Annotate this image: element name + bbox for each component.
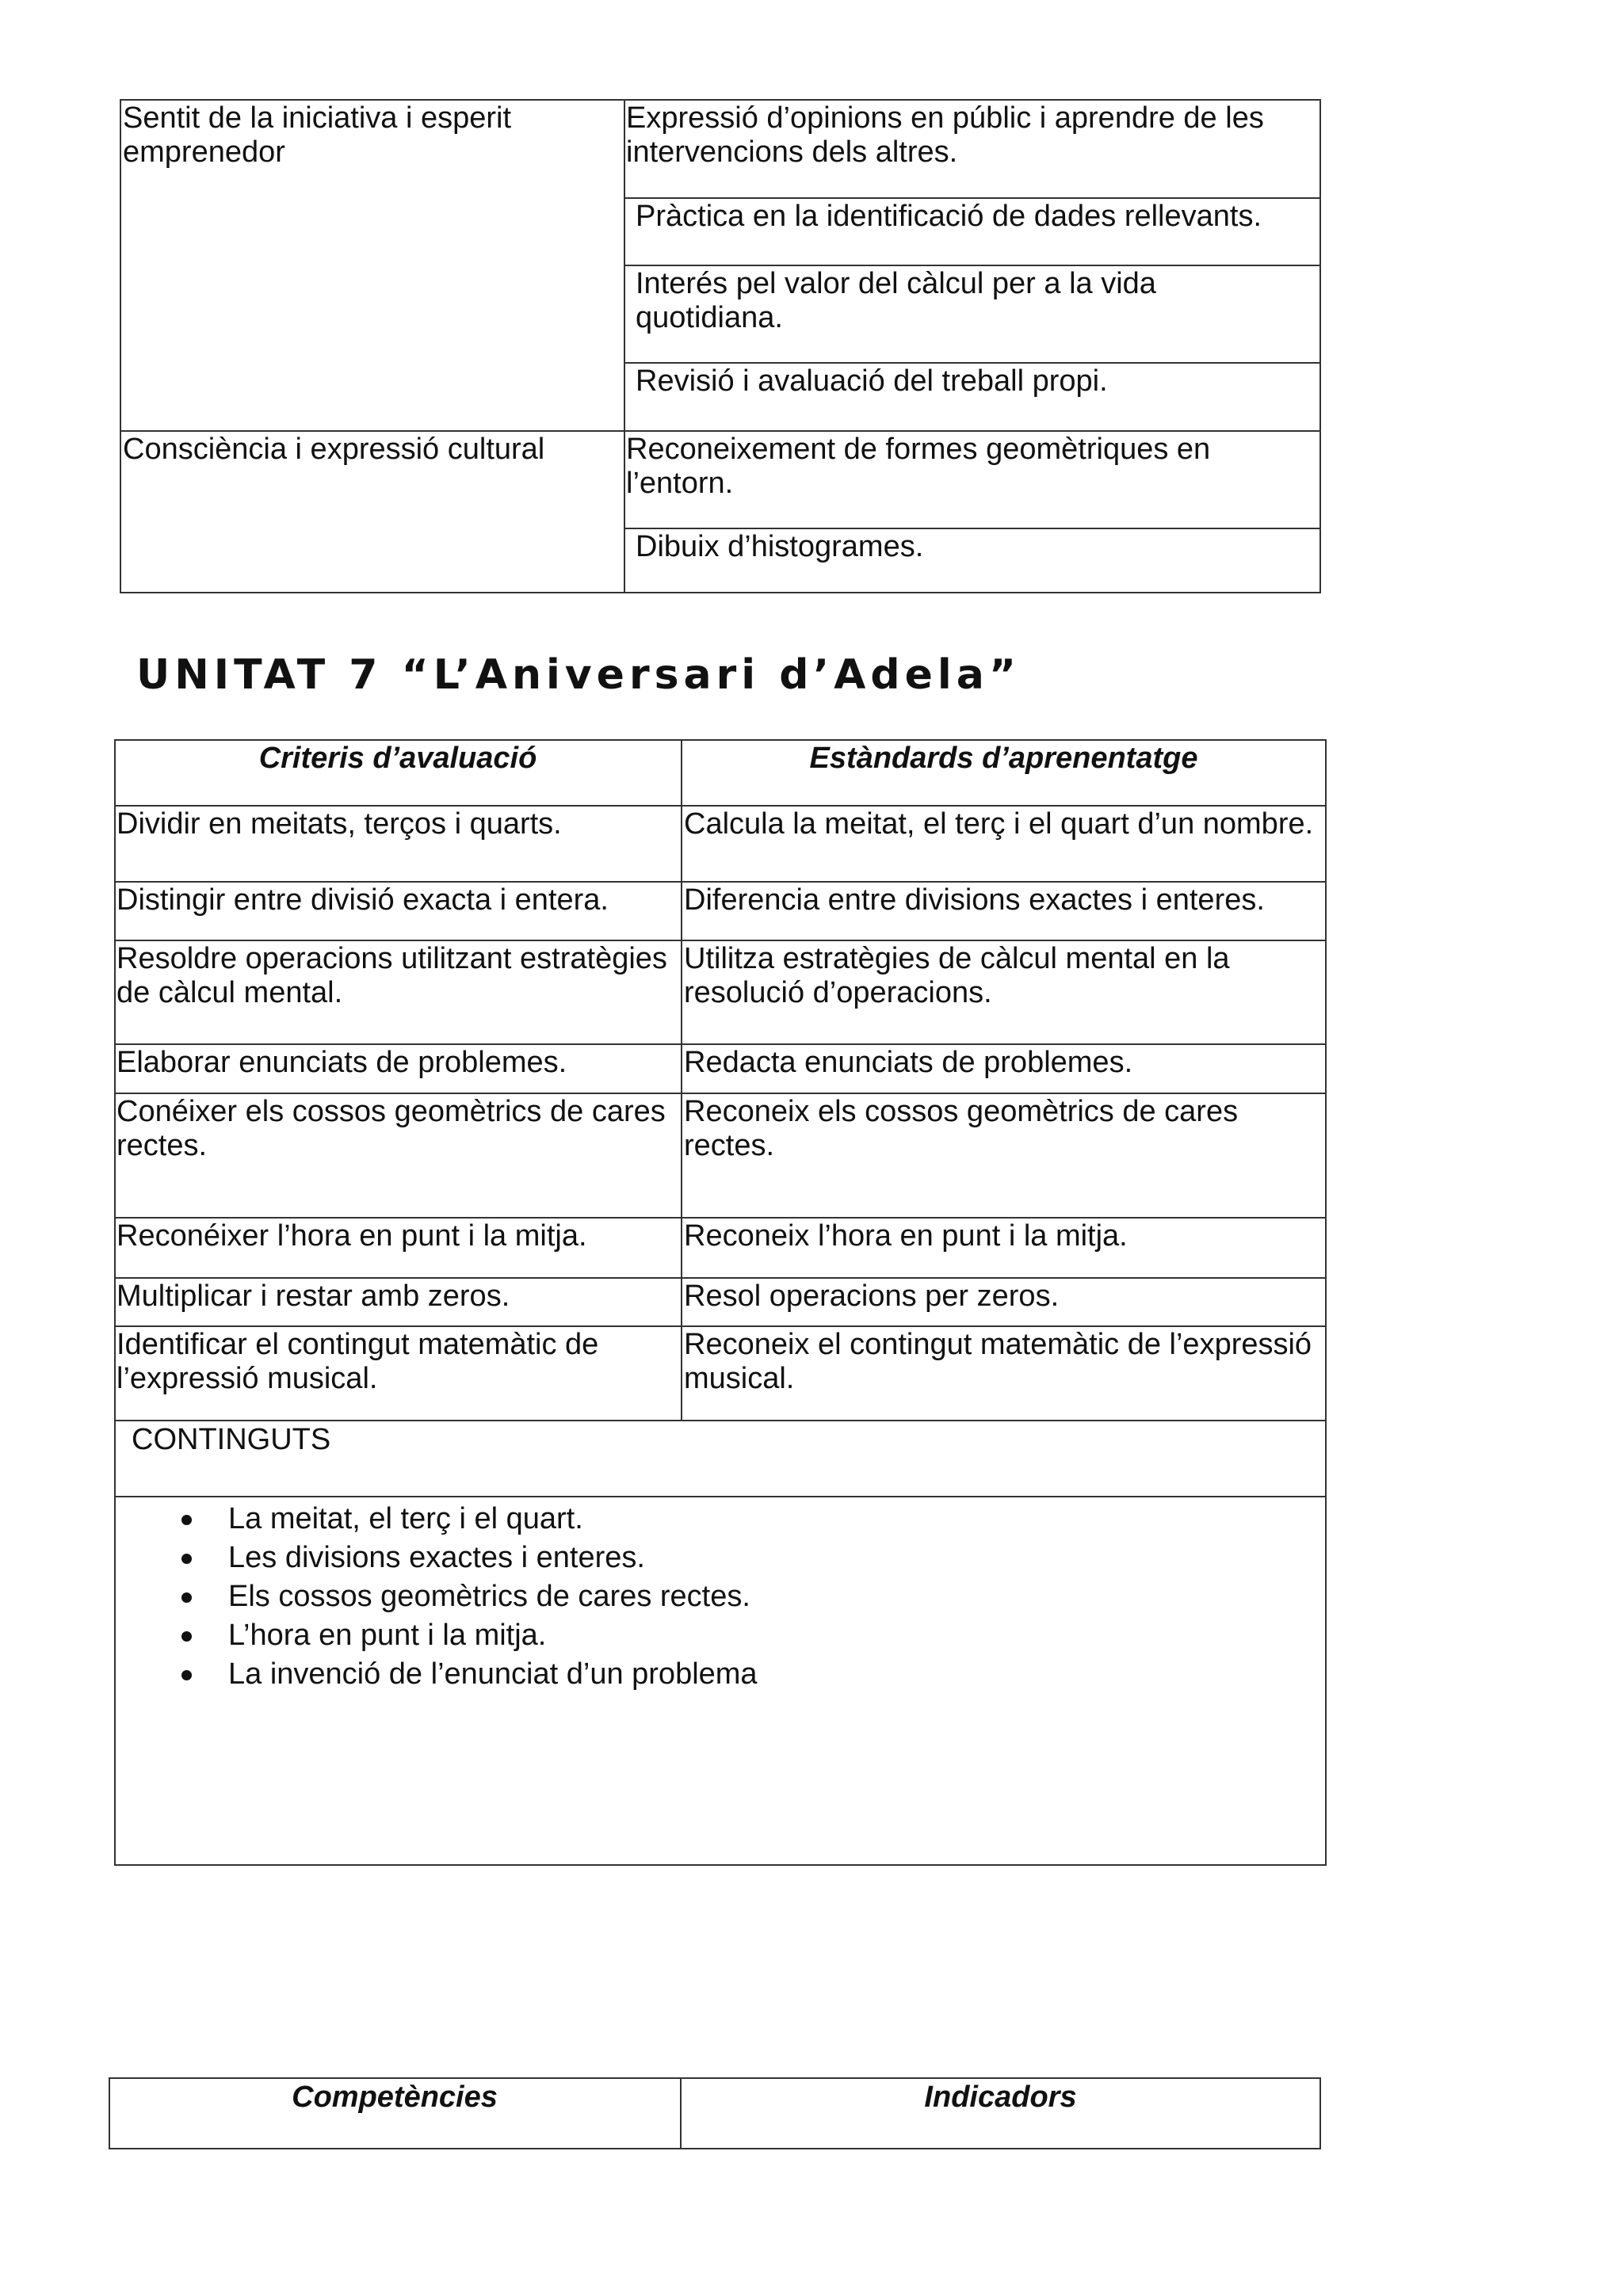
standard-cell: Reconeix l’hora en punt i la mitja. <box>684 1219 1128 1253</box>
criteria-cell: Reconéixer l’hora en punt i la mitja. <box>116 1219 587 1253</box>
list-item: L’hora en punt i la mitja. <box>176 1616 1285 1655</box>
bullet-icon <box>181 1554 192 1564</box>
list-item: Els cossos geomètrics de cares rectes. <box>176 1577 1285 1616</box>
standard-cell: Utilitza estratègies de càlcul mental en la resolució d’operacions. <box>684 942 1230 1009</box>
criteria-cell: Elaborar enunciats de problemes. <box>116 1046 567 1079</box>
competences-header: Competències <box>292 2081 498 2114</box>
bullet-icon <box>181 1592 192 1603</box>
criteria-cell: Dividir en meitats, terços i quarts. <box>116 807 562 841</box>
standards-header: Estàndards d’aprenentatge <box>809 742 1198 775</box>
indicator-cell: Revisió i avaluació del treball propi. <box>636 364 1108 398</box>
contents-label: CONTINGUTS <box>132 1423 331 1456</box>
criteria-cell: Conéixer els cossos geomètrics de cares rectes. <box>116 1095 666 1162</box>
contents-list <box>176 1500 1285 1694</box>
indicator-cell: Reconeixement de formes geomètriques en l’entorn. <box>626 433 1211 500</box>
competence-cell: Sentit de la iniciativa i esperit emprenedor <box>123 101 512 169</box>
bullet-icon <box>181 1670 192 1680</box>
bullet-icon <box>181 1631 192 1642</box>
indicator-cell: Interés pel valor del càlcul per a la vida quotidiana. <box>636 267 1156 334</box>
list-item: Les divisions exactes i enteres. <box>176 1539 1285 1577</box>
standard-cell: Reconeix els cossos geomètrics de cares rectes. <box>684 1095 1239 1162</box>
standard-cell: Redacta enunciats de problemes. <box>684 1046 1133 1079</box>
criteria-header: Criteris d’avaluació <box>258 742 537 775</box>
indicator-cell: Expressió d’opinions en públic i aprendre de les intervencions dels altres. <box>626 101 1264 169</box>
list-item: La meitat, el terç i el quart. <box>176 1500 1285 1539</box>
standard-cell: Calcula la meitat, el terç i el quart d’un nombre. <box>684 807 1314 841</box>
indicator-cell: Dibuix d’histogrames. <box>636 530 924 563</box>
criteria-cell: Distingir entre divisió exacta i entera. <box>116 883 609 917</box>
competence-cell: Consciència i expressió cultural <box>123 433 545 466</box>
list-item: La invenció de l’enunciat d’un problema <box>176 1655 1285 1694</box>
bullet-icon <box>181 1515 192 1525</box>
indicator-cell: Pràctica en la identificació de dades rellevants. <box>636 200 1262 233</box>
indicators-header: Indicadors <box>924 2081 1077 2114</box>
criteria-cell: Multiplicar i restar amb zeros. <box>116 1280 510 1313</box>
standard-cell: Resol operacions per zeros. <box>684 1280 1060 1313</box>
unit-title: UNITAT 7 “L’Aniversari d’Adela” <box>136 651 1022 699</box>
criteria-cell: Identificar el contingut matemàtic de l’expressió musical. <box>116 1328 599 1395</box>
standard-cell: Reconeix el contingut matemàtic de l’expressió musical. <box>684 1328 1312 1395</box>
standard-cell: Diferencia entre divisions exactes i enteres. <box>684 883 1265 917</box>
criteria-cell: Resoldre operacions utilitzant estratègies de càlcul mental. <box>116 942 667 1009</box>
